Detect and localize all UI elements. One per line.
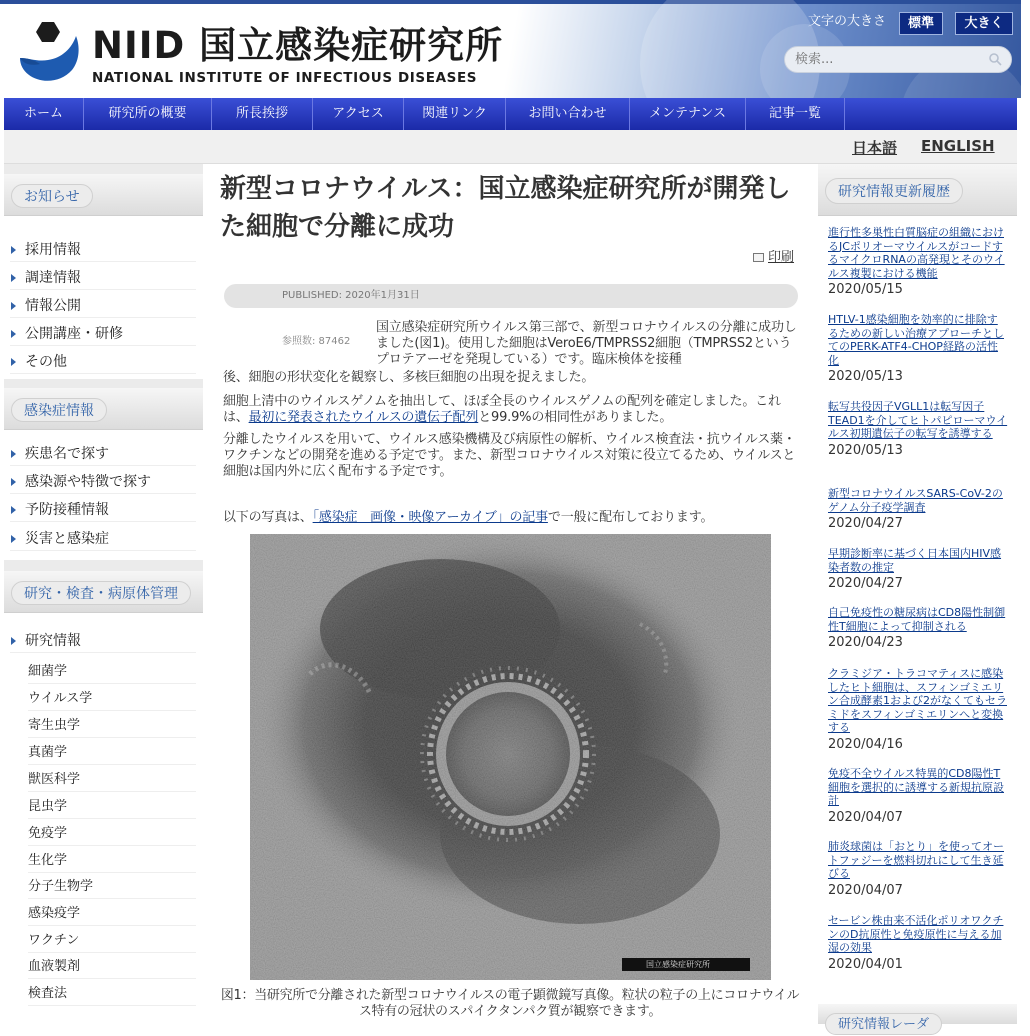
main-nav [4,98,1017,130]
triangle-bullet-icon [11,637,16,645]
sidebar-subitem-testing[interactable]: 検査法 [28,981,196,1006]
update-link[interactable]: セービン株由来不活化ポリオワクチンのD抗原性と免疫原性に与える加湿の効果 [828,914,1004,954]
triangle-bullet-icon [11,535,16,543]
update-date: 2020/04/27 [828,516,903,531]
sidebar-item-disaster[interactable]: 災害と感染症 [10,527,196,551]
print-link[interactable]: 印刷 [753,246,794,265]
update-date: 2020/05/13 [828,442,903,458]
sidebar-item-other[interactable]: その他 [10,350,196,374]
update-date: 2020/04/01 [828,956,903,972]
update-date: 2020/04/27 [828,576,903,591]
sidebar-subitem-bacteriology[interactable]: 細菌学 [28,659,196,684]
view-count: 参照数: 87462 [282,336,351,347]
list-item [828,767,1008,826]
sidebar-subitem-immunology[interactable]: 免疫学 [28,821,196,846]
niid-logo-icon[interactable] [14,18,84,88]
sidebar-subitem-blood-products[interactable]: 血液製剤 [28,954,196,979]
notice-box-header [4,174,203,216]
published-date: PUBLISHED: 2020年1月31日 [224,284,798,308]
figure-caption: 図1：当研究所で分離された新型コロナウイルスの電子顕微鏡写真像。粒状の粒子の上にコロナウイルス特有の冠状のスパイクタンパク質が観察できます。 [220,988,800,1019]
lang-english-link[interactable]: ENGLISH [921,137,995,155]
update-date: 2020/05/13 [828,369,903,384]
list-item [828,313,1008,385]
electron-micrograph [250,534,771,980]
sidebar-subitem-veterinary[interactable]: 獣医科学 [28,767,196,792]
sidebar-subitem-virology[interactable]: ウイルス学 [28,686,196,711]
triangle-bullet-icon [11,506,16,514]
nav-articles[interactable]: 記事一覧 [746,98,845,130]
article-paragraph-3: 分離したウイルスを用いて、ウイルス感染機構及び病原性の解析、ウイルス検査法・抗ウイルス薬・ワクチンなどの開発を進める予定です。また、新型コロナウイルス対策に役立てるため、ウイルスと細胞は国内外に広く配布する予定です。 [223,432,796,479]
triangle-bullet-icon [11,302,16,310]
radar-title: 研究情報レーダ [825,1013,942,1035]
sidebar-item-vaccination[interactable]: 予防接種情報 [10,498,196,522]
list-item [828,226,1008,298]
update-date: 2020/04/16 [828,736,903,752]
updates-title: 研究情報更新履歴 [825,178,963,204]
triangle-bullet-icon [11,274,16,282]
sidebar-item-research-info[interactable]: 研究情報 [10,629,196,653]
sidebar-item-source-search[interactable]: 感染源や特徴で探す [10,470,196,494]
page-title: 新型コロナウイルス：国立感染症研究所が開発した細胞で分離に成功 [220,174,791,242]
infection-box [4,388,203,560]
update-date: 2020/04/07 [828,882,903,898]
search-input[interactable] [784,46,1012,73]
sidebar-subitem-molecular-biology[interactable]: 分子生物学 [28,874,196,899]
right-sidebar [818,164,1017,1032]
search-icon[interactable] [988,52,1002,66]
sidebar-subitem-parasitology[interactable]: 寄生虫学 [28,713,196,738]
sidebar-subitem-entomology[interactable]: 昆虫学 [28,794,196,819]
update-link[interactable]: 早期診断率に基づく日本国内HIV感染者数の推定 [828,547,1002,574]
list-item [828,914,1008,973]
triangle-bullet-icon [11,358,16,366]
nav-contact[interactable]: お問い合わせ [506,98,630,130]
triangle-bullet-icon [11,246,16,254]
sidebar-item-disclosure[interactable]: 情報公開 [10,294,196,318]
font-size-label: 文字の大きさ [808,14,887,29]
lang-japanese-link[interactable]: 日本語 [852,139,898,157]
left-sidebar [4,164,203,1024]
sidebar-subitem-mycology[interactable]: 真菌学 [28,740,196,765]
triangle-bullet-icon [11,478,16,486]
article-paragraph-1-cont: 後、細胞の形状変化を観察し、多核巨細胞の出現を捉えました。 [223,370,595,385]
font-size-large-button[interactable]: 大きく [955,12,1013,35]
nav-greeting[interactable]: 所長挨拶 [212,98,313,130]
research-box [4,571,203,1024]
radar-header [818,1004,1017,1032]
research-box-header [4,571,203,613]
update-link[interactable]: 免疫不全ウイルス特異的CD8陽性T細胞を選択的に誘導する新規抗原設計 [828,767,1004,807]
language-bar [4,130,1017,164]
update-link[interactable]: 肺炎球菌は「おとり」を使ってオートファジーを燃料切れにして生き延びる [828,840,1004,880]
sidebar-item-procurement[interactable]: 調達情報 [10,266,196,290]
list-item [828,667,1008,753]
main-content [210,164,810,1024]
notice-box [4,174,203,379]
article-paragraph-1: 国立感染症研究所ウイルス第三部で、新型コロナウイルスの分離に成功しました(図1)。使用した細胞はVeroE6/TMPRSS2細胞（TMPRSS2というプロテアーゼを発現している）です。臨床検体を接種 [376,320,797,367]
list-item [828,606,1008,651]
gene-sequence-link[interactable]: 最初に発表されたウイルスの遺伝子配列 [248,410,479,425]
notice-title: お知らせ [11,184,93,208]
sidebar-subitem-epidemiology[interactable]: 感染疫学 [28,901,196,926]
update-link[interactable]: 転写共役因子VGLL1は転写因子TEAD1を介してヒトパピローマウイルス初期遺伝子の転写を誘導する [828,400,1008,440]
logo-subtitle: NATIONAL INSTITUTE OF INFECTIOUS DISEASES [92,70,478,86]
site-header [0,0,1021,98]
update-link[interactable]: クラミジア・トラコマティスに感染したヒト細胞は、スフィンゴミエリン合成酵素1および2がなくてもセラミドをスフィンゴミエリンへと変換する [828,667,1007,734]
update-link[interactable]: 進行性多巣性白質脳症の組織におけるJCポリオーマウイルスがコードするマイクロRNAの高発現とそのウイルス複製における機能 [828,226,1005,280]
nav-access[interactable]: アクセス [313,98,404,130]
update-date: 2020/04/23 [828,635,903,650]
list-item [828,400,1008,459]
printer-icon [753,253,764,262]
sidebar-subitem-vaccine[interactable]: ワクチン [28,928,196,953]
list-item [828,547,1008,592]
image-archive-link[interactable]: 「感染症 画像・映像アーカイブ」の記事 [312,510,548,525]
sidebar-subitem-biochemistry[interactable]: 生化学 [28,848,196,873]
font-size-standard-button[interactable]: 標準 [899,12,943,35]
triangle-bullet-icon [11,450,16,458]
nav-links[interactable]: 関連リンク [404,98,506,130]
list-item [828,487,1008,532]
infection-box-header [4,388,203,430]
update-date: 2020/05/15 [828,282,903,297]
logo-title[interactable]: NIID 国立感染症研究所 [92,24,504,67]
update-link[interactable]: 新型コロナウイルスSARS-CoV-2のゲノム分子疫学調査 [828,487,1003,514]
image-credit: 国立感染症研究所 [622,958,750,971]
updates-header [818,164,1017,216]
update-link[interactable]: HTLV-1感染細胞を効率的に排除するための新しい治療アプローチとしてのPERK-ATF4-CHOP経路の活性化 [828,313,1004,367]
update-link[interactable]: 自己免疫性の糖尿病はCD8陽性制御性T細胞によって抑制される [828,606,1006,633]
sidebar-item-lectures[interactable]: 公開講座・研修 [10,322,196,346]
nav-maintenance[interactable]: メンテナンス [630,98,746,130]
nav-about[interactable]: 研究所の概要 [84,98,212,130]
article-paragraph-2: 細胞上清中のウイルスゲノムを抽出して、ほぼ全長のウイルスゲノムの配列を確定しました。これは、最初に発表されたウイルスの遺伝子配列と99.9%の相同性がありました。 [223,394,781,425]
nav-home[interactable]: ホーム [4,98,84,130]
article-paragraph-4: 以下の写真は、「感染症 画像・映像アーカイブ」の記事で一般に配布しております。 [223,510,714,525]
infection-title: 感染症情報 [11,398,107,422]
research-title: 研究・検査・病原体管理 [11,581,191,605]
triangle-bullet-icon [11,330,16,338]
list-item [828,840,1008,899]
update-date: 2020/04/07 [828,809,903,825]
sidebar-item-disease-search[interactable]: 疾患名で探す [10,442,196,466]
sidebar-item-recruit[interactable]: 採用情報 [10,238,196,262]
